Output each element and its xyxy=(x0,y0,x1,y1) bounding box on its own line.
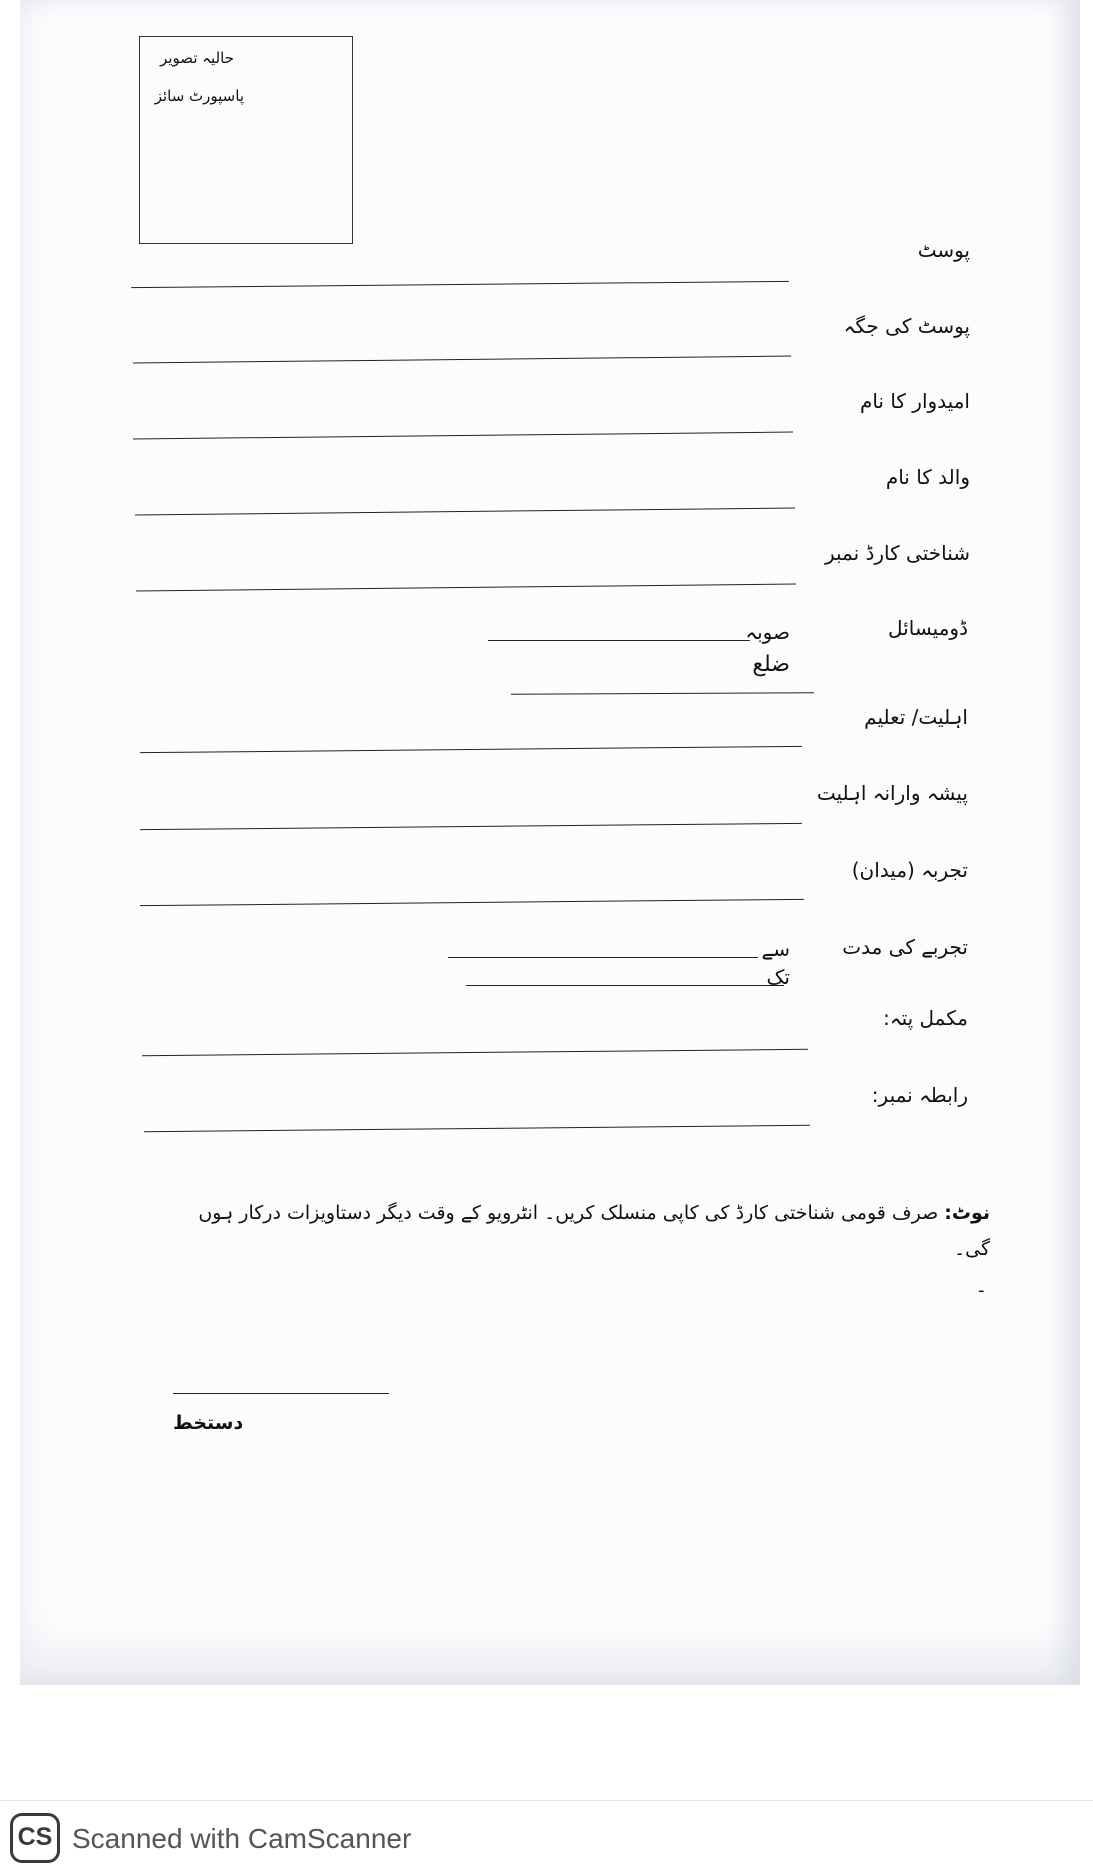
label-experience-duration: تجربے کی مدت xyxy=(842,935,968,959)
scanned-page xyxy=(20,0,1080,1685)
note-prefix: نوٹ: xyxy=(944,1202,990,1224)
line-post-place[interactable] xyxy=(133,356,791,364)
label-post-place: پوسٹ کی جگہ xyxy=(843,314,970,338)
label-from: سے xyxy=(761,937,790,961)
line-post[interactable] xyxy=(131,281,789,288)
label-candidate-name: امیدوار کا نام xyxy=(859,389,970,413)
signature-label: دستخط xyxy=(173,1412,244,1434)
label-experience-field: تجربہ (میدان) xyxy=(851,858,968,882)
line-contact[interactable] xyxy=(144,1125,810,1132)
camscanner-footer xyxy=(0,1800,1093,1871)
label-to: تک xyxy=(766,965,790,989)
label-education: اہلیت/ تعلیم xyxy=(864,705,968,729)
photo-box xyxy=(139,36,353,244)
note-paragraph xyxy=(170,1195,990,1267)
label-domicile: ڈومیسائل xyxy=(888,616,968,640)
label-cnic: شناختی کارڈ نمبر xyxy=(824,541,970,565)
line-district[interactable] xyxy=(511,692,814,695)
camscanner-logo-icon: CS xyxy=(10,1813,60,1863)
label-professional-qualification: پیشہ وارانہ اہلیت xyxy=(816,781,968,805)
line-address[interactable] xyxy=(142,1049,808,1056)
line-experience-field[interactable] xyxy=(140,899,804,906)
signature-line[interactable] xyxy=(173,1393,389,1394)
camscanner-text: Scanned with CamScanner xyxy=(72,1823,412,1854)
line-education[interactable] xyxy=(140,746,802,753)
line-candidate-name[interactable] xyxy=(133,432,793,440)
line-professional-qualification[interactable] xyxy=(140,823,802,830)
line-father-name[interactable] xyxy=(135,508,795,516)
note-text: صرف قومی شناختی کارڈ کی کاپی منسلک کریں۔ انٹرویو کے وقت دیگر دستاویزات درکار ہوں گی۔ xyxy=(198,1202,990,1260)
label-post: پوسٹ xyxy=(917,238,970,262)
label-province: صوبہ xyxy=(745,620,790,644)
line-cnic[interactable] xyxy=(136,584,796,592)
line-province[interactable] xyxy=(488,640,750,641)
label-district: ضلع xyxy=(752,652,790,677)
stray-dash: - xyxy=(978,1280,985,1301)
label-contact: رابطہ نمبر: xyxy=(871,1083,968,1107)
label-father-name: والد کا نام xyxy=(885,465,970,489)
line-to[interactable] xyxy=(466,985,784,986)
photo-caption-size: پاسپورٹ سائز xyxy=(154,87,244,105)
line-from[interactable] xyxy=(448,957,758,958)
photo-caption-recent: حالیہ تصویر xyxy=(160,49,234,67)
label-address: مکمل پتہ: xyxy=(883,1006,968,1030)
